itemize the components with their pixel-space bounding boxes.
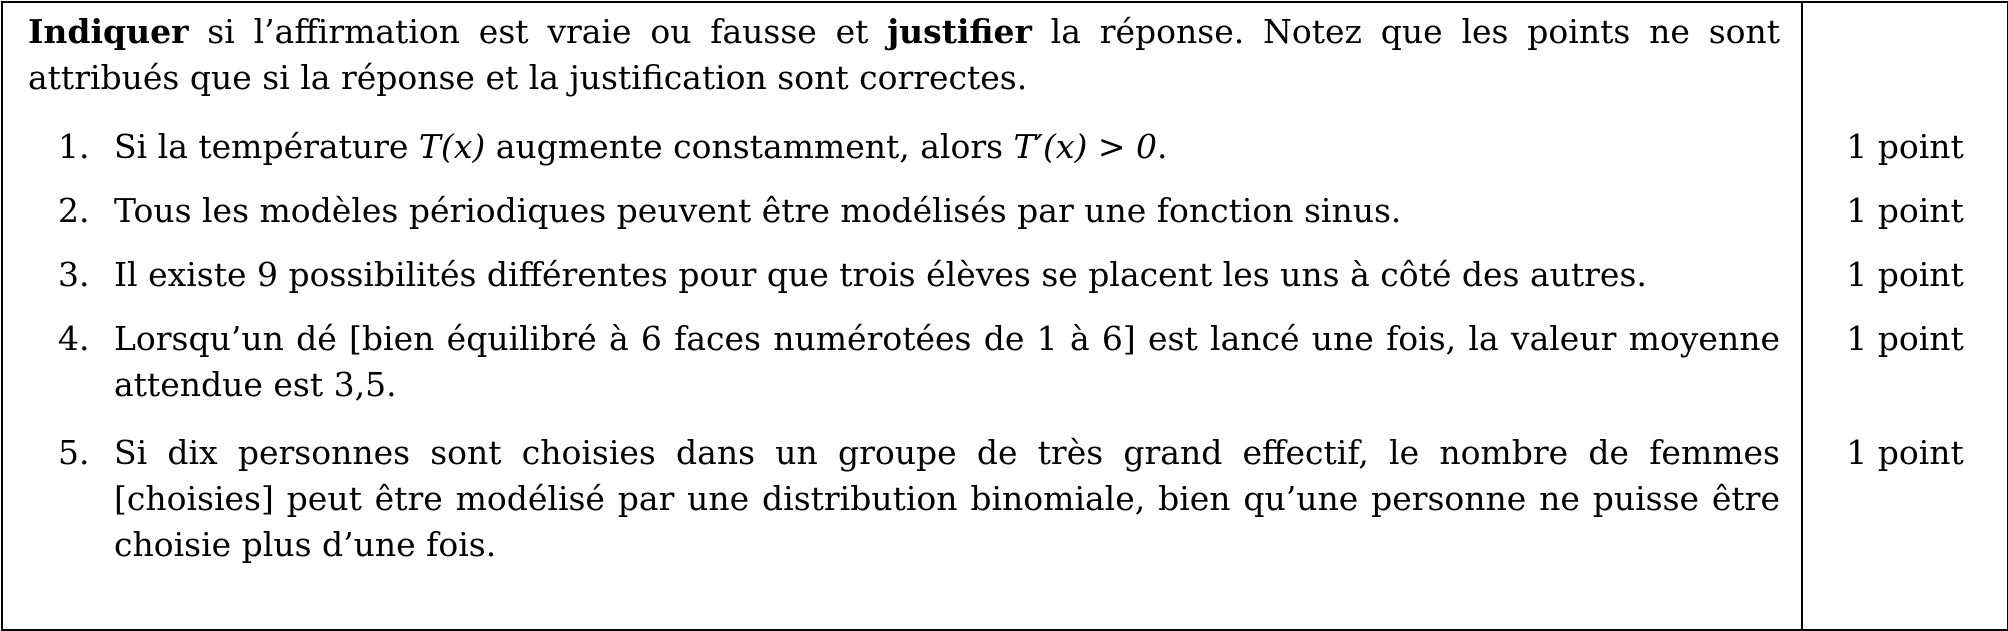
item-number: 4. (58, 319, 90, 358)
instructions-text-1: si l’affirmation est vraie ou fausse et (188, 12, 888, 51)
item-points-1: 1 point (1846, 127, 1964, 166)
item-text: Si dix personnes sont choisies dans un groupe de très grand effectif, le nombre de femmes [choisies] peut être modélisé par une distribution binomiale, bien qu’une personne ne puisse être choisie plus d’une fois. (114, 433, 1780, 564)
item-text: Il existe 9 possibilités différentes pour que trois élèves se placent les uns à côté des autres. (114, 255, 1647, 294)
item-points-4: 1 point (1846, 319, 1964, 358)
item-points-5: 1 point (1846, 433, 1964, 472)
question-table (1, 1, 2008, 631)
instructions-bold-justifier: justifier (887, 12, 1032, 51)
item-text: Tous les modèles périodiques peuvent être modélisés par une fonction sinus. (114, 191, 1402, 230)
item-points-2: 1 point (1846, 191, 1964, 230)
item-text: Lorsqu’un dé [bien équilibré à 6 faces numérotées de 1 à 6] est lancé une fois, la valeur moyenne attendue est 3,5. (114, 319, 1780, 404)
item-number: 2. (58, 191, 90, 230)
item-number: 3. (58, 255, 90, 294)
item-number: 1. (58, 127, 90, 166)
math-expression: T(x) (418, 127, 486, 166)
item-points-3: 1 point (1846, 255, 1964, 294)
item-text-part: augmente constamment, alors (485, 127, 1014, 166)
item-number: 5. (58, 433, 90, 472)
instructions-text-2: la réponse. Notez que les points ne sont attribués que si la réponse et la justification sont correctes. (28, 12, 1781, 97)
item-text-part: . (1157, 127, 1168, 166)
math-expression: T′(x) > 0 (1013, 127, 1158, 166)
item-text (114, 124, 1780, 170)
instructions-bold-indiquer: Indiquer (28, 12, 189, 51)
item-text-part: Si la température (114, 127, 419, 166)
instructions-paragraph (28, 9, 1780, 101)
